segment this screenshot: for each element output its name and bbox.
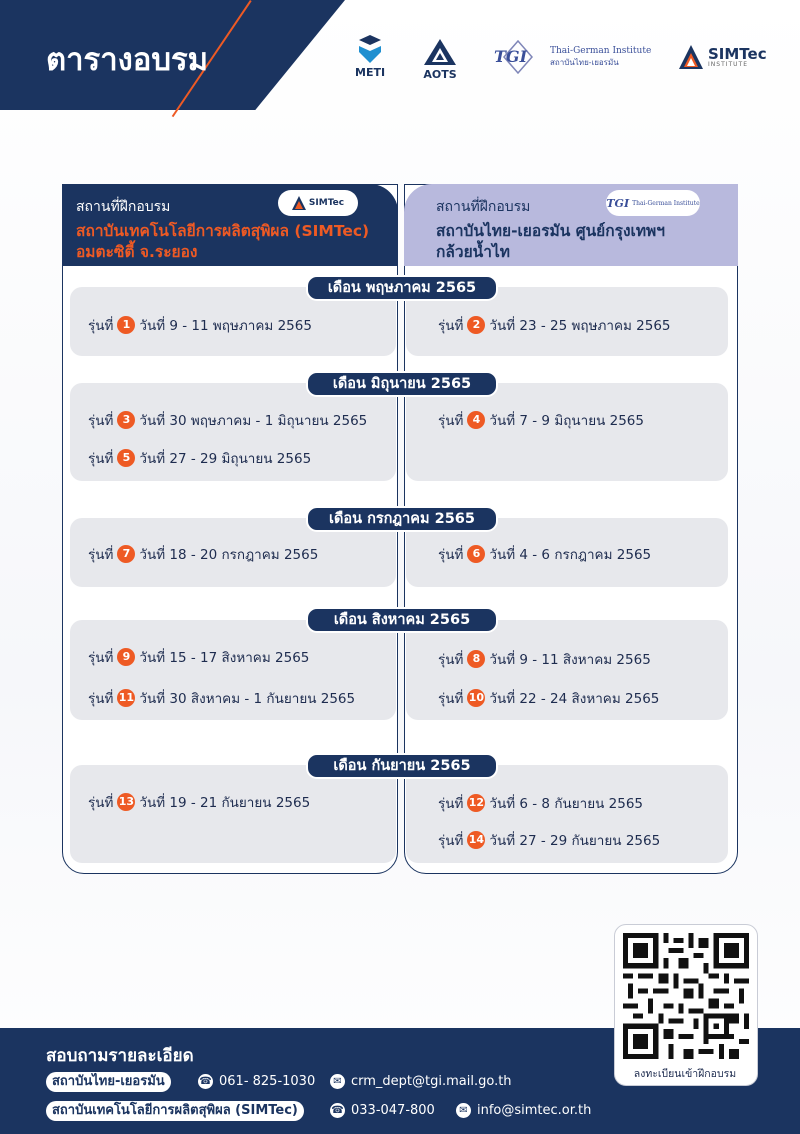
session-prefix: รุ่นที่	[438, 691, 464, 707]
left-venue-name	[76, 221, 369, 263]
left-venue-label: สถานที่ฝึกอบรม	[76, 199, 171, 215]
session-prefix: รุ่นที่	[88, 451, 114, 467]
session-dates: วันที่ 30 พฤษภาคม - 1 มิถุนายน 2565	[139, 413, 368, 429]
session-number: 7	[117, 545, 135, 563]
right-venue-label: สถานที่ฝึกอบรม	[436, 199, 531, 215]
page-title: ตารางอบรม	[46, 42, 209, 78]
session-number: 6	[467, 545, 485, 563]
meti-logo-icon	[355, 34, 385, 64]
email-icon: ✉	[456, 1103, 471, 1118]
qr-caption: ลงทะเบียนเข้าฝึกอบรม	[633, 1068, 737, 1080]
simtec-badge-text: SIMTec	[308, 198, 345, 208]
contact-phone-text: 033-047-800	[351, 1103, 435, 1118]
month-box-left	[70, 765, 396, 863]
month-pill: เดือน สิงหาคม 2565	[306, 607, 498, 633]
contact-phone[interactable]	[198, 1074, 315, 1089]
session-prefix: รุ่นที่	[438, 547, 464, 563]
email-icon: ✉	[330, 1074, 345, 1089]
session-row	[438, 543, 651, 565]
aots-logo-icon	[422, 38, 458, 66]
contact-email-text: info@simtec.or.th	[477, 1103, 592, 1118]
session-number: 10	[467, 689, 485, 707]
session-prefix: รุ่นที่	[438, 833, 464, 849]
contact-email[interactable]	[456, 1103, 591, 1118]
month-pill: เดือน กันยายน 2565	[306, 753, 498, 779]
session-row	[438, 409, 644, 431]
session-prefix: รุ่นที่	[438, 796, 464, 812]
simtec-logo-name: SIMTec	[708, 44, 767, 63]
tgi-name-th: สถาบันไทย-เยอรมัน	[550, 57, 619, 67]
session-dates: วันที่ 7 - 9 มิถุนายน 2565	[489, 413, 644, 429]
session-dates: วันที่ 9 - 11 สิงหาคม 2565	[489, 652, 651, 668]
session-row	[88, 409, 367, 431]
contact-org-tag: สถาบันเทคโนโลยีการผลิตสุพิผล (SIMTec)	[46, 1101, 304, 1121]
session-number: 4	[467, 411, 485, 429]
session-dates: วันที่ 6 - 8 กันยายน 2565	[489, 796, 643, 812]
left-venue-location: อมตะซิตี้ จ.ระยอง	[76, 243, 198, 261]
aots-logo	[422, 38, 458, 81]
contact-org-tag: สถาบันไทย-เยอรมัน	[46, 1072, 171, 1092]
simtec-logo-icon	[678, 44, 704, 70]
left-venue-simtec-badge	[278, 190, 358, 216]
session-prefix: รุ่นที่	[88, 413, 114, 429]
session-number: 11	[117, 689, 135, 707]
contact-phone[interactable]	[330, 1103, 435, 1118]
session-row	[88, 687, 355, 709]
tgi-name-en: Thai-German Institute	[550, 45, 652, 56]
session-prefix: รุ่นที่	[88, 795, 114, 811]
session-prefix: รุ่นที่	[88, 318, 114, 334]
session-number: 3	[117, 411, 135, 429]
session-prefix: รุ่นที่	[88, 547, 114, 563]
right-venue-location: กล้วยน้ำไท	[436, 243, 510, 261]
session-row	[438, 829, 660, 851]
session-dates: วันที่ 22 - 24 สิงหาคม 2565	[489, 691, 660, 707]
tgi-mark-text: TGI	[494, 47, 528, 66]
tgi-badge-mark: TGI	[606, 196, 630, 210]
session-prefix: รุ่นที่	[438, 413, 464, 429]
footer-title: สอบถามรายละเอียด	[46, 1046, 194, 1066]
qr-code[interactable]	[623, 933, 749, 1059]
month-pill: เดือน กรกฎาคม 2565	[306, 506, 498, 532]
session-number: 13	[117, 793, 135, 811]
session-dates: วันที่ 23 - 25 พฤษภาคม 2565	[489, 318, 671, 334]
session-row	[438, 648, 651, 670]
session-dates: วันที่ 27 - 29 กันยายน 2565	[489, 833, 661, 849]
tgi-badge-text: Thai-German Institute	[632, 199, 700, 207]
simtec-logo-sub: INSTITUTE	[708, 60, 749, 68]
right-venue-tgi-badge	[606, 190, 700, 216]
tgi-mark	[492, 40, 544, 74]
session-number: 2	[467, 316, 485, 334]
session-number: 1	[117, 316, 135, 334]
tgi-logo	[492, 40, 651, 74]
session-row	[88, 543, 318, 565]
session-number: 12	[467, 794, 485, 812]
simtec-logo	[678, 44, 767, 70]
session-number: 5	[117, 449, 135, 467]
session-prefix: รุ่นที่	[88, 650, 114, 666]
session-prefix: รุ่นที่	[88, 691, 114, 707]
meti-logo-label: METI	[355, 66, 386, 79]
phone-icon: ☎	[199, 1076, 212, 1087]
right-venue-name-line: สถาบันไทย-เยอรมัน ศูนย์กรุงเทพฯ	[436, 222, 665, 240]
session-dates: วันที่ 27 - 29 มิถุนายน 2565	[139, 451, 312, 467]
session-row	[438, 792, 643, 814]
session-dates: วันที่ 9 - 11 พฤษภาคม 2565	[139, 318, 312, 334]
session-row	[438, 687, 659, 709]
session-row	[88, 314, 312, 336]
month-pill: เดือน มิถุนายน 2565	[306, 371, 498, 397]
simtec-badge-icon	[292, 196, 306, 210]
month-box-right	[406, 383, 728, 481]
session-dates: วันที่ 30 สิงหาคม - 1 กันยายน 2565	[139, 691, 356, 707]
session-prefix: รุ่นที่	[438, 652, 464, 668]
contact-email-text: crm_dept@tgi.mail.go.th	[351, 1074, 512, 1089]
month-pill: เดือน พฤษภาคม 2565	[306, 275, 498, 301]
session-number: 8	[467, 650, 485, 668]
session-row	[438, 314, 671, 336]
session-dates: วันที่ 15 - 17 สิงหาคม 2565	[139, 650, 310, 666]
session-dates: วันที่ 19 - 21 กันยายน 2565	[139, 795, 311, 811]
session-number: 9	[117, 648, 135, 666]
phone-icon: ☎	[331, 1105, 344, 1116]
session-prefix: รุ่นที่	[438, 318, 464, 334]
left-venue-name-line: สถาบันเทคโนโลยีการผลิตสุพิผล (SIMTec)	[76, 222, 370, 240]
session-row	[88, 447, 311, 469]
session-number: 14	[467, 831, 485, 849]
session-row	[88, 791, 310, 813]
contact-email[interactable]	[330, 1074, 512, 1089]
qr-card[interactable]	[614, 924, 758, 1086]
session-row	[88, 646, 309, 668]
session-dates: วันที่ 18 - 20 กรกฎาคม 2565	[139, 547, 319, 563]
aots-logo-label: AOTS	[423, 68, 457, 81]
right-venue-name	[436, 221, 665, 263]
meti-logo	[355, 34, 385, 79]
session-dates: วันที่ 4 - 6 กรกฎาคม 2565	[489, 547, 652, 563]
contact-phone-text: 061- 825-1030	[219, 1074, 316, 1089]
